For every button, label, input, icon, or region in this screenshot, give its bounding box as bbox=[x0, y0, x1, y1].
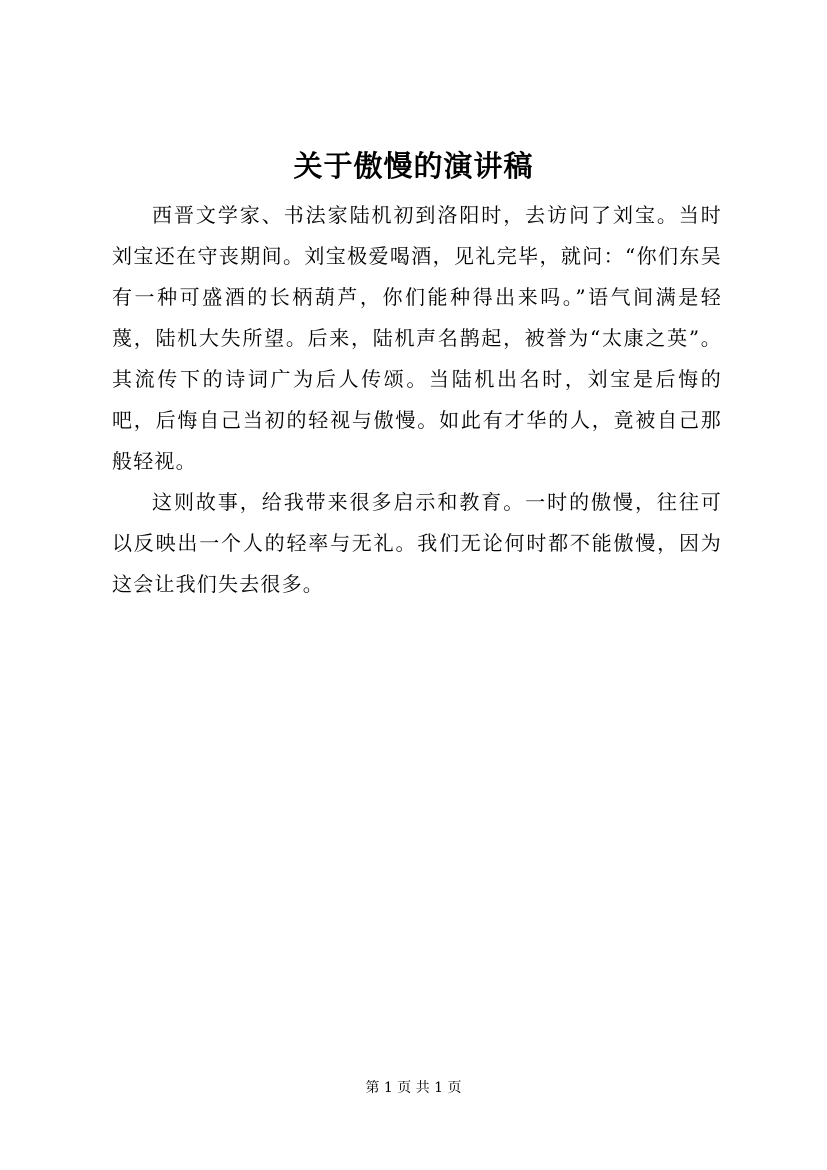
paragraph-2: 这则故事，给我带来很多启示和教育。一时的傲慢，往往可以反映出一个人的轻率与无礼。我们无论何时都不能傲慢，因为这会让我们失去很多。 bbox=[112, 490, 722, 596]
page-footer: 第 1 页 共 1 页 bbox=[365, 1080, 462, 1096]
paragraph-1: 西晋文学家、书法家陆机初到洛阳时，去访问了刘宝。当时刘宝还在守丧期间。刘宝极爱喝酒，见礼完毕，就问：“你们东吴有一种可盛酒的长柄葫芦，你们能种得出来吗。”语气间满是轻蔑，陆机大失所望。后来，陆机声名鹊起，被誉为“太康之英”。其流传下的诗词广为后人传颂。当陆机出名时，刘宝是后悔的吧，后悔自己当初的轻视与傲慢。如此有才华的人，竟被自己那般轻视。 bbox=[112, 203, 722, 473]
page-title: 关于傲慢的演讲稿 bbox=[293, 149, 534, 183]
document-body bbox=[112, 195, 722, 605]
